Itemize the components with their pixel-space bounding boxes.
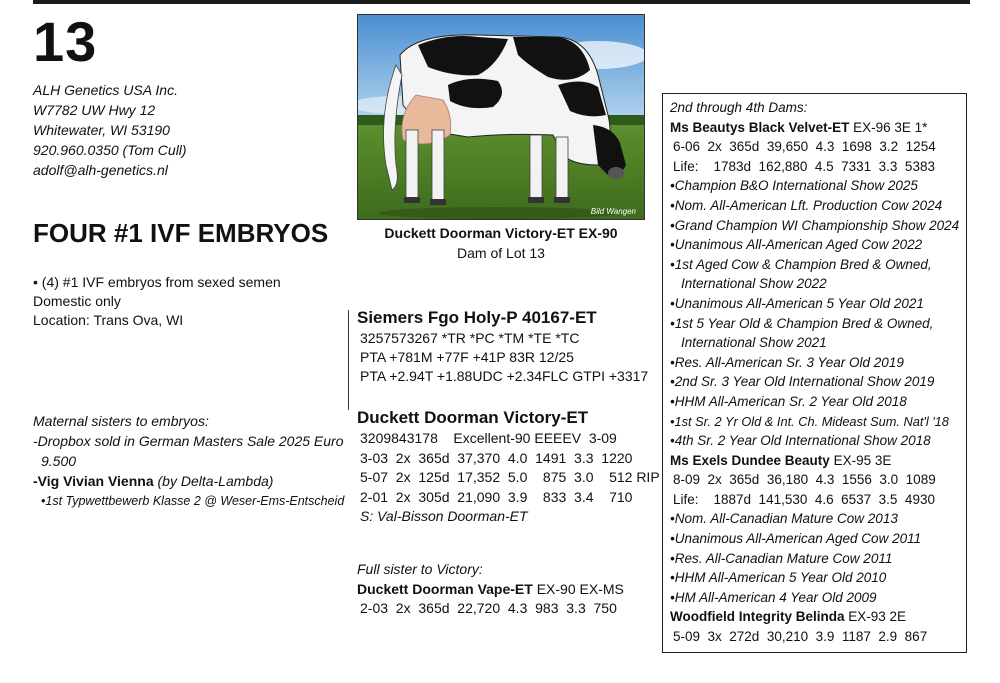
full-sister-block xyxy=(357,560,624,619)
full-sister-record: 2-03 2x 365d 22,720 4.3 983 3.3 750 xyxy=(360,600,617,616)
dam2-award: •Champion B&O International Show 2025 xyxy=(670,178,918,194)
dams-heading: 2nd through 4th Dams: xyxy=(670,100,808,115)
dam3-award: •Res. All-Canadian Mature Cow 2011 xyxy=(670,550,893,566)
dam2-award: •1st Sr. 2 Yr Old & Int. Ch. Mideast Sum. Nat'l '18 xyxy=(670,413,949,429)
dam3-entry xyxy=(670,451,965,471)
dam2-award: •Nom. All-American Lft. Production Cow 2024 xyxy=(670,197,943,213)
maternal-sisters xyxy=(33,411,344,511)
dam2-name: Ms Beautys Black Velvet-ET xyxy=(670,119,850,135)
dam4-record: 5-09 3x 272d 30,210 3.9 1187 2.9 867 xyxy=(673,629,928,645)
dam2-award: •Res. All-American Sr. 3 Year Old 2019 xyxy=(670,354,904,370)
dam-sire-line: S: Val-Bisson Doorman-ET xyxy=(360,508,528,524)
cow-photo xyxy=(357,14,645,220)
sire-line: 3257573267 *TR *PC *TM *TE *TC xyxy=(360,330,580,346)
pedigree-bracket xyxy=(348,310,349,410)
dam3-award: •HHM All-American 5 Year Old 2010 xyxy=(670,570,887,586)
detail-domestic: Domestic only xyxy=(33,293,121,309)
dam2-score: EX-96 3E 1* xyxy=(849,119,928,135)
maternal-heading: Maternal sisters to embryos: xyxy=(33,413,209,429)
dam2-award: •4th Sr. 2 Year Old International Show 2018 xyxy=(670,433,931,449)
dam4-score: EX-93 2E xyxy=(844,609,907,625)
top-rule xyxy=(33,0,970,4)
dam3-award: •HM All-American 4 Year Old 2009 xyxy=(670,589,877,605)
detail-location: Location: Trans Ova, WI xyxy=(33,312,184,328)
dam3-award: •Unanimous All-American Aged Cow 2011 xyxy=(670,531,922,547)
dam2-award: International Show 2022 xyxy=(681,276,827,292)
dam2-record: Life: 1783d 162,880 4.5 7331 3.3 5383 xyxy=(673,158,935,174)
cow-illustration xyxy=(358,15,644,219)
detail-embryos: • (4) #1 IVF embryos from sexed semen xyxy=(33,274,281,290)
lot-number: 13 xyxy=(33,10,98,73)
sire-line: PTA +2.94T +1.88UDC +2.34FLC GTPI +3317 xyxy=(360,368,649,384)
dam-name: Duckett Doorman Victory-ET xyxy=(357,408,589,427)
photo-caption xyxy=(357,223,645,263)
full-sister-entry xyxy=(357,580,624,600)
email: adolf@alh-genetics.nl xyxy=(33,162,168,178)
sister-note: •1st Typwettbewerb Klasse 2 @ Weser-Ems-Entscheid xyxy=(41,494,345,508)
dam2-record: 6-06 2x 365d 39,650 4.3 1698 3.2 1254 xyxy=(673,139,936,155)
dam2-award: •1st Aged Cow & Champion Bred & Owned, xyxy=(670,256,932,272)
photo-credit: Bild Wangen xyxy=(590,207,636,216)
full-sister-score: EX-90 EX-MS xyxy=(532,580,624,597)
city: Whitewater, WI 53190 xyxy=(33,122,170,138)
dam-line: 2-01 2x 305d 21,090 3.9 833 3.4 710 xyxy=(360,488,633,505)
lot-details xyxy=(33,273,281,330)
dam3-score: EX-95 3E xyxy=(829,452,892,468)
dam-block xyxy=(357,407,660,527)
dam-line: 3209843178 Excellent-90 EEEEV 3-09 xyxy=(360,430,617,446)
dam-line: 5-07 2x 125d 17,352 5.0 875 3.0 512 RIP xyxy=(360,469,660,485)
sire-line: PTA +781M +77F +41P 83R 12/25 xyxy=(360,349,574,365)
full-sister-name: Duckett Doorman Vape-ET xyxy=(357,580,533,597)
full-sister-heading: Full sister to Victory: xyxy=(357,561,483,577)
consignor-contact xyxy=(33,80,187,180)
dam2-award: •2nd Sr. 3 Year Old International Show 2019 xyxy=(670,374,935,390)
sire-block xyxy=(357,307,648,386)
dam2-award: •Grand Champion WI Championship Show 2024 xyxy=(670,217,960,233)
maternal-line: -Dropbox sold in German Masters Sale 2025 Euro xyxy=(33,433,344,449)
sister-name: -Vig Vivian Vienna xyxy=(33,473,154,489)
dam2-award: •HHM All-American Sr. 2 Year Old 2018 xyxy=(670,393,907,409)
dam3-name: Ms Exels Dundee Beauty xyxy=(670,452,830,468)
dam4-name: Woodfield Integrity Belinda xyxy=(670,609,845,625)
dam-line: 3-03 2x 365d 37,370 4.0 1491 3.3 1220 xyxy=(360,449,633,466)
dam2-award: •Unanimous All-American Aged Cow 2022 xyxy=(670,237,923,253)
dam2-entry xyxy=(670,118,965,138)
dam3-award: •Nom. All-Canadian Mature Cow 2013 xyxy=(670,511,898,527)
caption-sub: Dam of Lot 13 xyxy=(457,245,545,261)
address: W7782 UW Hwy 12 xyxy=(33,102,156,118)
dam4-entry xyxy=(670,607,965,627)
sister-entry xyxy=(33,471,344,491)
phone: 920.960.0350 (Tom Cull) xyxy=(33,142,187,158)
dam2-award: International Show 2021 xyxy=(681,335,827,351)
sire-name: Siemers Fgo Holy-P 40167-ET xyxy=(357,308,597,327)
sister-by: (by Delta-Lambda) xyxy=(157,473,274,489)
dam3-record: Life: 1887d 141,530 4.6 6537 3.5 4930 xyxy=(673,491,935,507)
dam3-record: 8-09 2x 365d 36,180 4.3 1556 3.0 1089 xyxy=(673,472,936,488)
company-name: ALH Genetics USA Inc. xyxy=(33,82,178,98)
caption-name: Duckett Doorman Victory-ET EX-90 xyxy=(384,225,618,241)
maternal-line-cont: 9.500 xyxy=(41,453,77,469)
dam2-award: •Unanimous All-American 5 Year Old 2021 xyxy=(670,295,924,311)
lot-headline: FOUR #1 IVF EMBRYOS xyxy=(33,218,329,248)
dam2-award: •1st 5 Year Old & Champion Bred & Owned, xyxy=(670,315,934,331)
dams-box-content xyxy=(670,98,965,647)
